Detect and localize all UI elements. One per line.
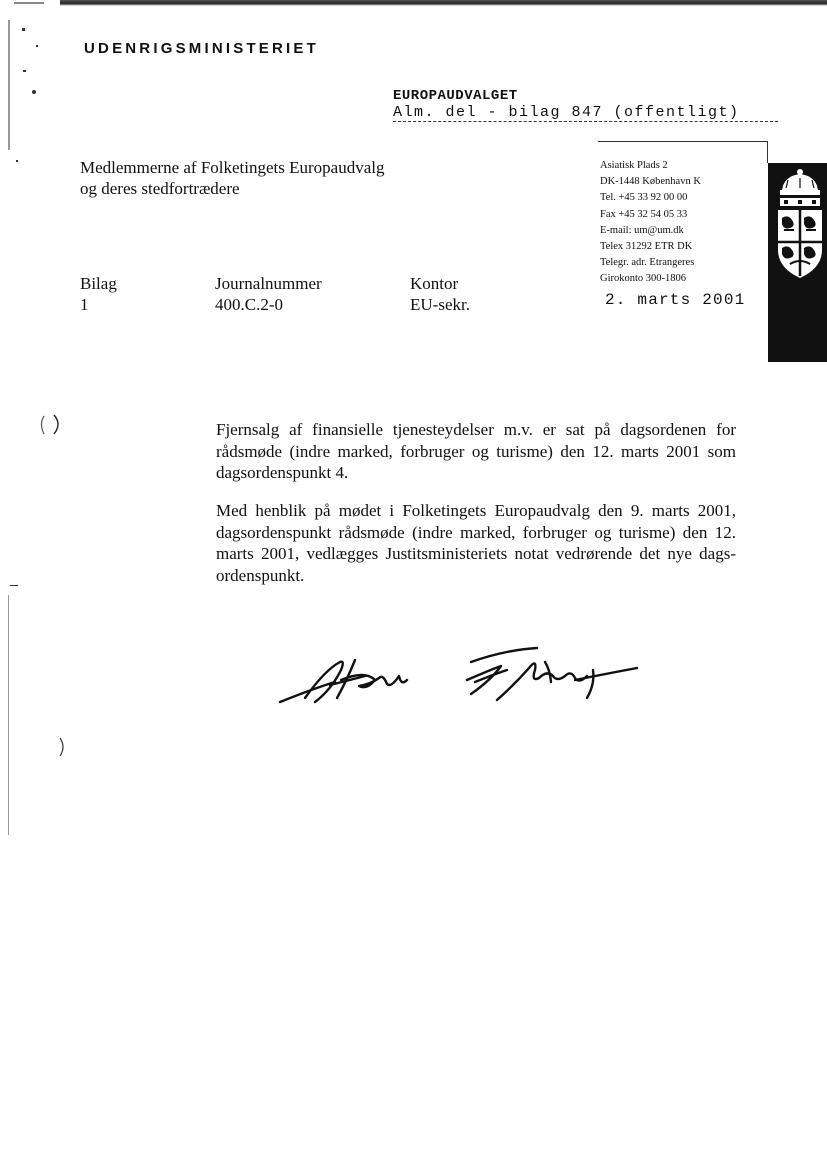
- letter-date: 2. marts 2001: [605, 291, 746, 309]
- annex-label: Bilag: [80, 274, 117, 293]
- body-paragraph-1: [216, 419, 736, 484]
- office-label: Kontor: [410, 274, 459, 293]
- body-line: Fjernsalg af finansielle tjenesteydelser m.v. er sat på dagsordenen for: [216, 420, 736, 439]
- annex-underline: [393, 121, 778, 122]
- scan-dot: [36, 45, 38, 47]
- scan-left-edge: [8, 20, 10, 150]
- address-block: [600, 158, 701, 288]
- body-line: dagsordenspunkt rådsmøde (indre marked, forbruger og turisme) den 12.: [216, 522, 736, 542]
- scan-dot: [22, 28, 25, 31]
- scan-dash: [10, 585, 18, 586]
- body-paragraph-2: [216, 500, 736, 586]
- punch-hole-mark: [56, 735, 70, 759]
- addressee-line: og deres stedfortrædere: [80, 179, 240, 198]
- address-giro: Girokonto 300-1806: [600, 273, 687, 285]
- address-email: E-mail: um@um.dk: [600, 224, 684, 236]
- address-fax: Fax +45 32 54 05 33: [600, 208, 688, 220]
- addressee: [80, 157, 385, 199]
- address-city: DK-1448 København K: [600, 176, 701, 188]
- body-line: Med henblik på mødet i Folketingets Europaudvalg den 9. marts 2001,: [216, 501, 736, 520]
- journal-number-label: Journalnummer: [215, 274, 322, 293]
- annex-value: 1: [80, 295, 89, 314]
- address-telex: Telex 31292 ETR DK: [600, 241, 693, 253]
- scan-left-edge-lower: [8, 595, 9, 835]
- coat-of-arms-icon: [776, 168, 824, 283]
- scan-dot: [16, 160, 18, 162]
- body-line: rådsmøde (indre marked, forbruger og turisme) den 12. marts 2001 som: [216, 441, 736, 461]
- address-phone: Tel. +45 33 92 00 00: [600, 192, 688, 204]
- body-line: ordenspunkt.: [216, 565, 305, 585]
- body-line: marts 2001, vedlægges Justitsministeriets notat vedrørende det nye dags-: [216, 544, 736, 563]
- ministry-name: UDENRIGSMINISTERIET: [84, 40, 319, 57]
- address-divider: [598, 141, 768, 142]
- scan-dot: [23, 70, 26, 72]
- handwritten-signature: [275, 640, 655, 720]
- scan-dot: [32, 90, 36, 94]
- address-divider-vertical: [767, 141, 768, 163]
- scan-top-mark: [14, 2, 44, 4]
- committee-name: EUROPAUDVALGET: [393, 88, 518, 104]
- scan-top-bar: [60, 0, 827, 6]
- body-line: dagsordenspunkt 4.: [216, 463, 349, 482]
- addressee-line: Medlemmerne af Folketingets Europaudvalg: [80, 158, 385, 177]
- address-street: Asiatisk Plads 2: [600, 160, 668, 171]
- punch-hole-mark: [36, 412, 66, 438]
- journal-number-value: 400.C.2-0: [215, 295, 283, 314]
- address-telegram: Telegr. adr. Etrangeres: [600, 257, 695, 269]
- office-value: EU-sekr.: [410, 295, 470, 314]
- annex-reference: Alm. del - bilag 847 (offentligt): [393, 104, 740, 121]
